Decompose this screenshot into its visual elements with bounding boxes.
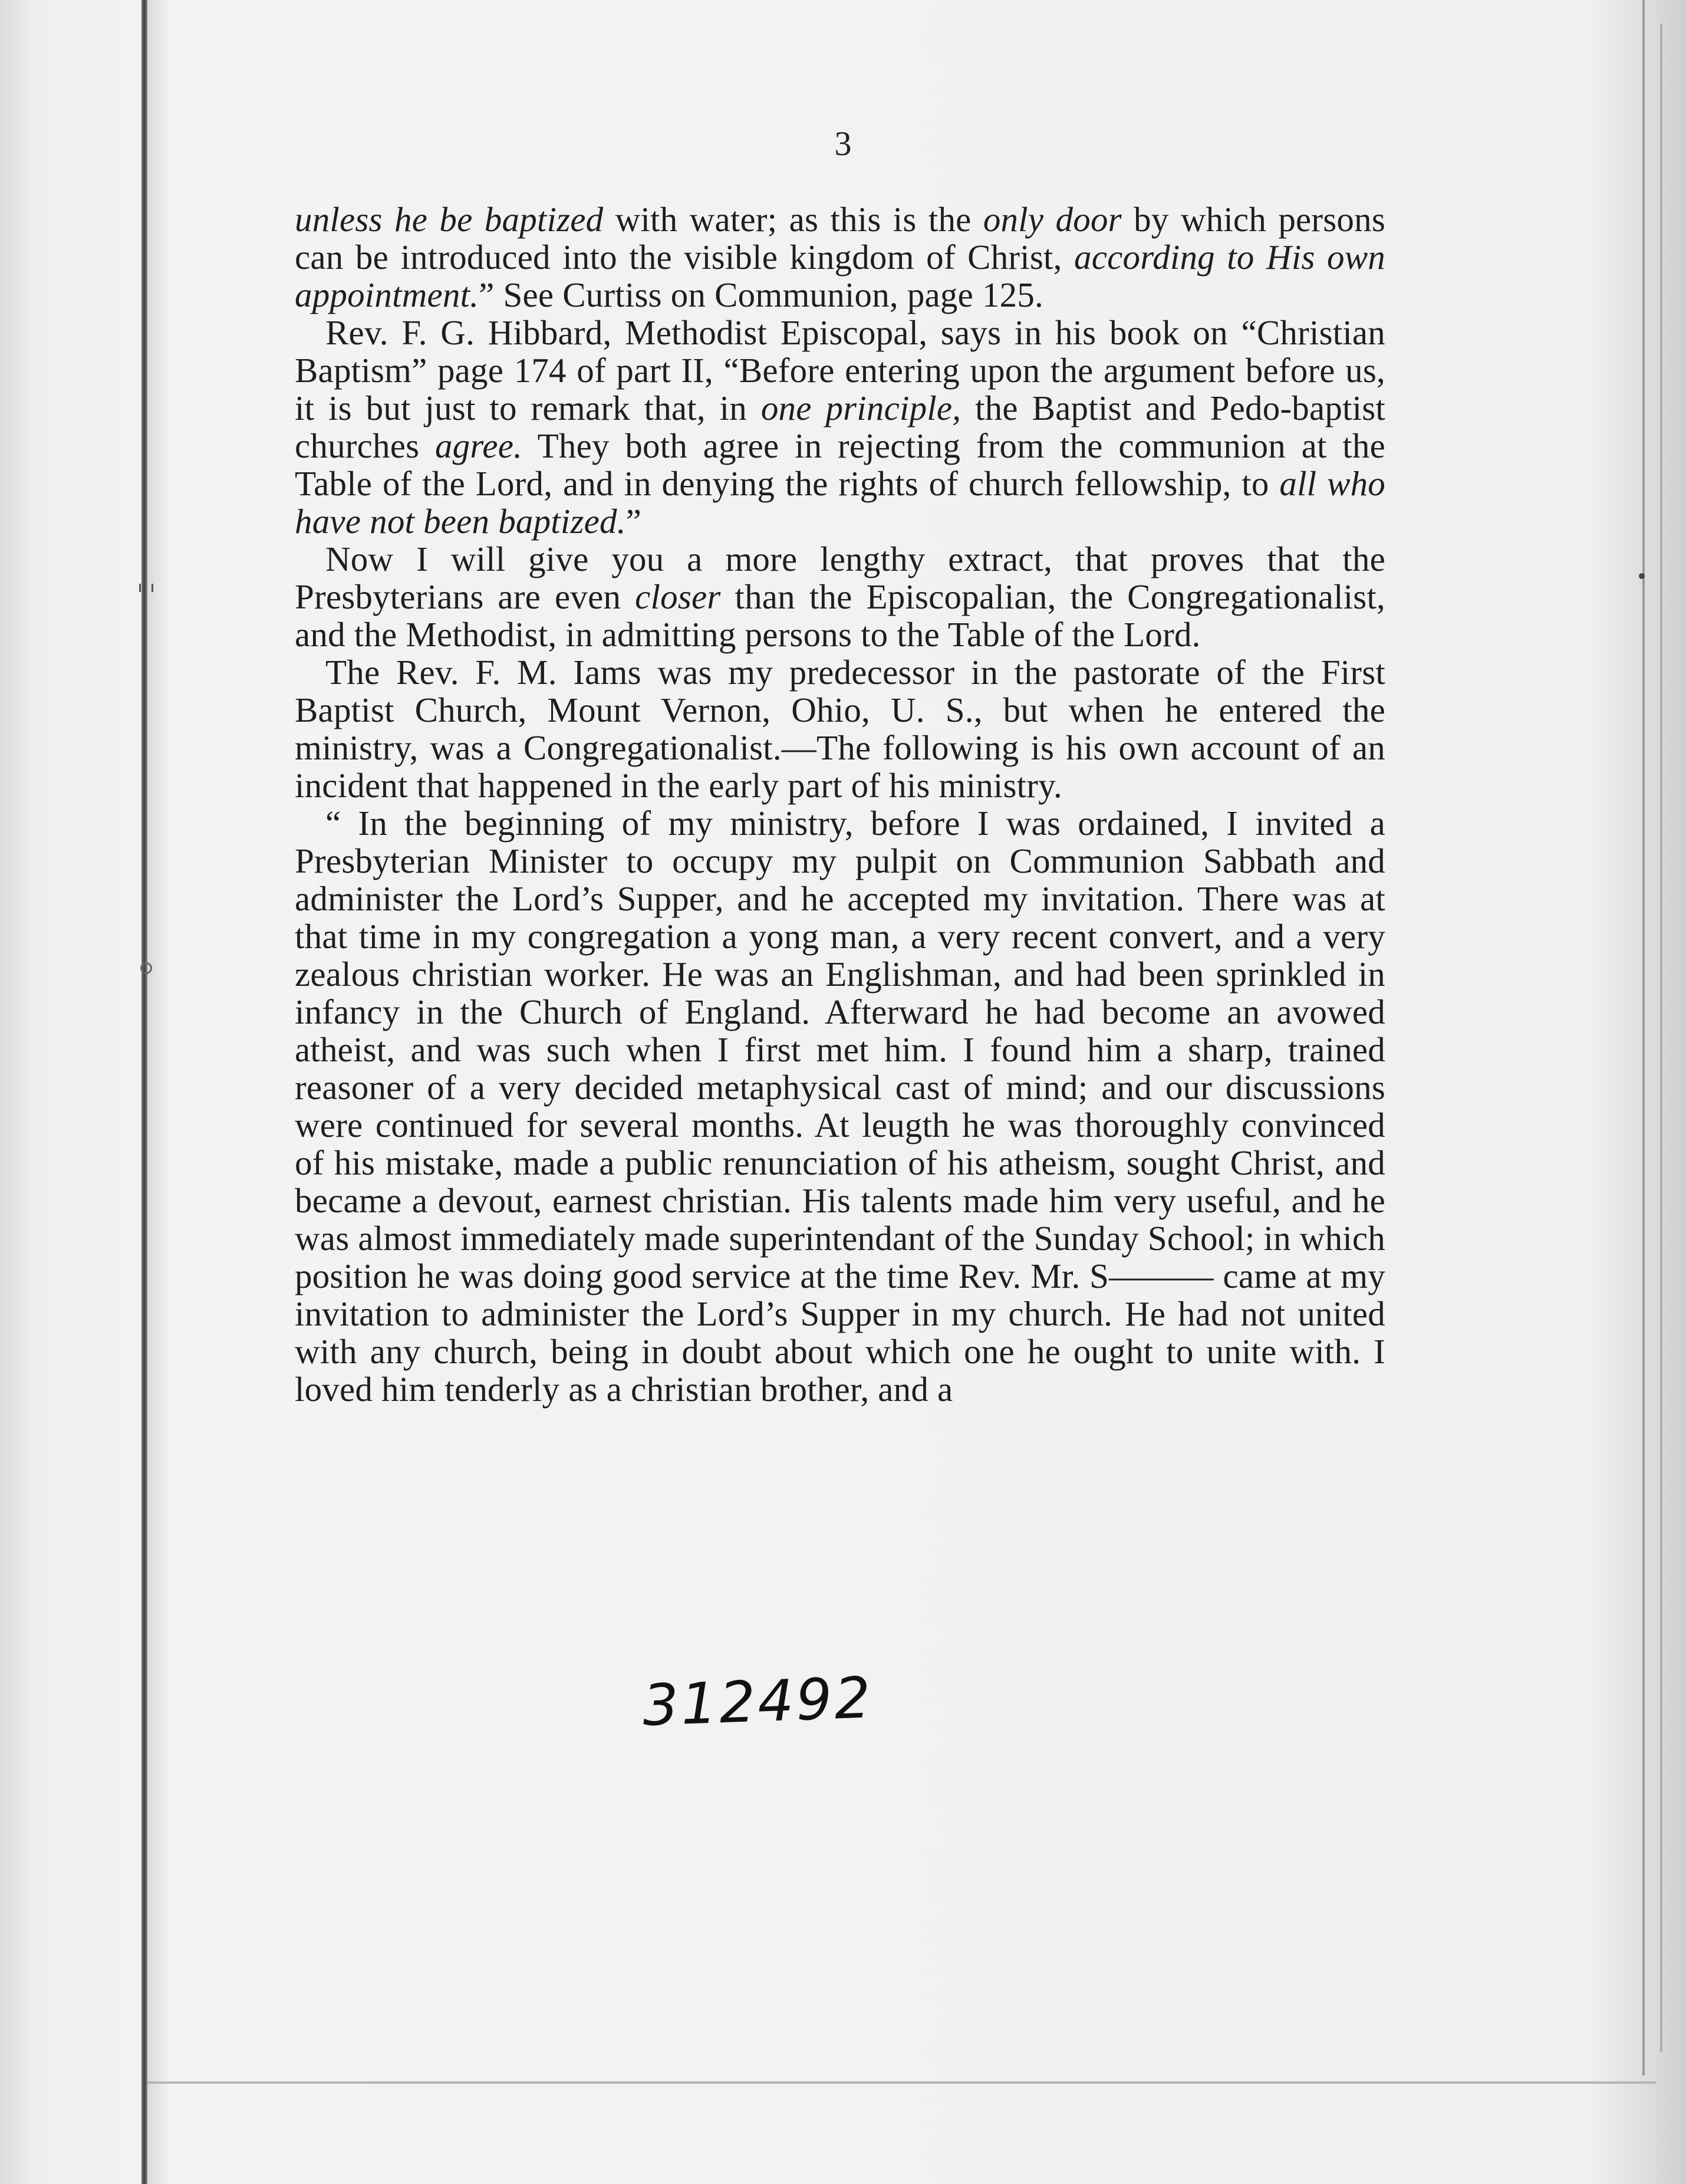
margin-mark <box>139 584 153 592</box>
italic-text: all who have not been baptized. <box>295 464 1385 541</box>
text-run: Rev. F. G. Hibbard, Methodist Episcopal, says in his book on “Christian Baptism” page 174 of part II, “Before entering upon the argument before us, it is but just to remark that, in <box>295 313 1385 427</box>
italic-text: unless he be baptized <box>295 200 604 239</box>
body-text <box>295 200 1385 1408</box>
paragraph <box>295 314 1385 540</box>
text-run: ” <box>625 502 642 541</box>
paragraph <box>295 804 1385 1408</box>
margin-mark <box>140 962 152 974</box>
page-edge-bottom <box>147 2081 1657 2084</box>
text-run: They both agree in rejecting from the communion at the Table of the Lord, and in denying the rights of church fellowship, to <box>295 426 1385 503</box>
text-run: ” See Curtiss on Communion, page 125. <box>479 275 1044 314</box>
italic-text: according to His own appointment. <box>295 238 1385 314</box>
text-run: Now I will give you a more lengthy extract, that proves that the Presbyterians are even <box>295 540 1385 616</box>
paragraph <box>295 540 1385 653</box>
paragraph <box>295 653 1385 804</box>
handwritten-catalog-number: 312492 <box>641 1665 874 1739</box>
page-number: 3 <box>834 124 852 163</box>
text-run: than the Episcopalian, the Congregationalist, and the Methodist, in admitting persons to the Table of the Lord. <box>295 577 1385 654</box>
text-run: “ In the beginning of my ministry, before I was ordained, I invited a Presbyterian Minister to occupy my pulpit on Communion Sabbath and administer the Lord’s Supper, and he accepted my invitation. There was at that time in my congregation a yong man, a very recent convert, and a very zealous christian worker. He was an Englishman, and had been sprinkled in infancy in the Church of England. Afterward he had become an avowed atheist, and was such when I first met him. I found him a sharp, trained reasoner of a very decided metaphysical cast of mind; and our discussions were continued for several months. At leugth he was thoroughly convinced of his mistake, made a public renunciation of his atheism, sought Christ, and became a devout, earnest christian. His talents made him very useful, and he was almost immediately made superintendant of the Sunday School; in which position he was doing good service at the time Rev. Mr. S——— came at my invitation to administer the Lord’s Supper in my church. He had not united with any church, being in doubt about which one he ought to unite with. I loved him tenderly as a christian brother, and a <box>295 804 1385 1409</box>
page-edge-right <box>1660 24 1662 2052</box>
spine-shadow <box>147 0 171 2184</box>
text-run: with water; as this is the <box>603 200 983 239</box>
page-edge-right <box>1642 0 1645 2076</box>
text-run: the Baptist and Pedo-baptist churches <box>295 389 1386 465</box>
italic-text: one principle, <box>760 389 961 427</box>
text-run: The Rev. F. M. Iams was my predecessor in the pastorate of the First Baptist Church, Mount Vernon, Ohio, U. S., but when he entered the ministry, was a Congregationalist.—The following is his own account of an incident that happened in the early part of his ministry. <box>295 653 1385 805</box>
edge-mark <box>1639 573 1645 579</box>
paragraph <box>295 200 1385 314</box>
italic-text: closer <box>635 577 721 616</box>
italic-text: agree. <box>434 426 523 465</box>
page-spine <box>141 0 147 2184</box>
italic-text: only door <box>983 200 1122 239</box>
text-run: by which persons can be introduced into the visible kingdom of Christ, <box>295 200 1385 277</box>
